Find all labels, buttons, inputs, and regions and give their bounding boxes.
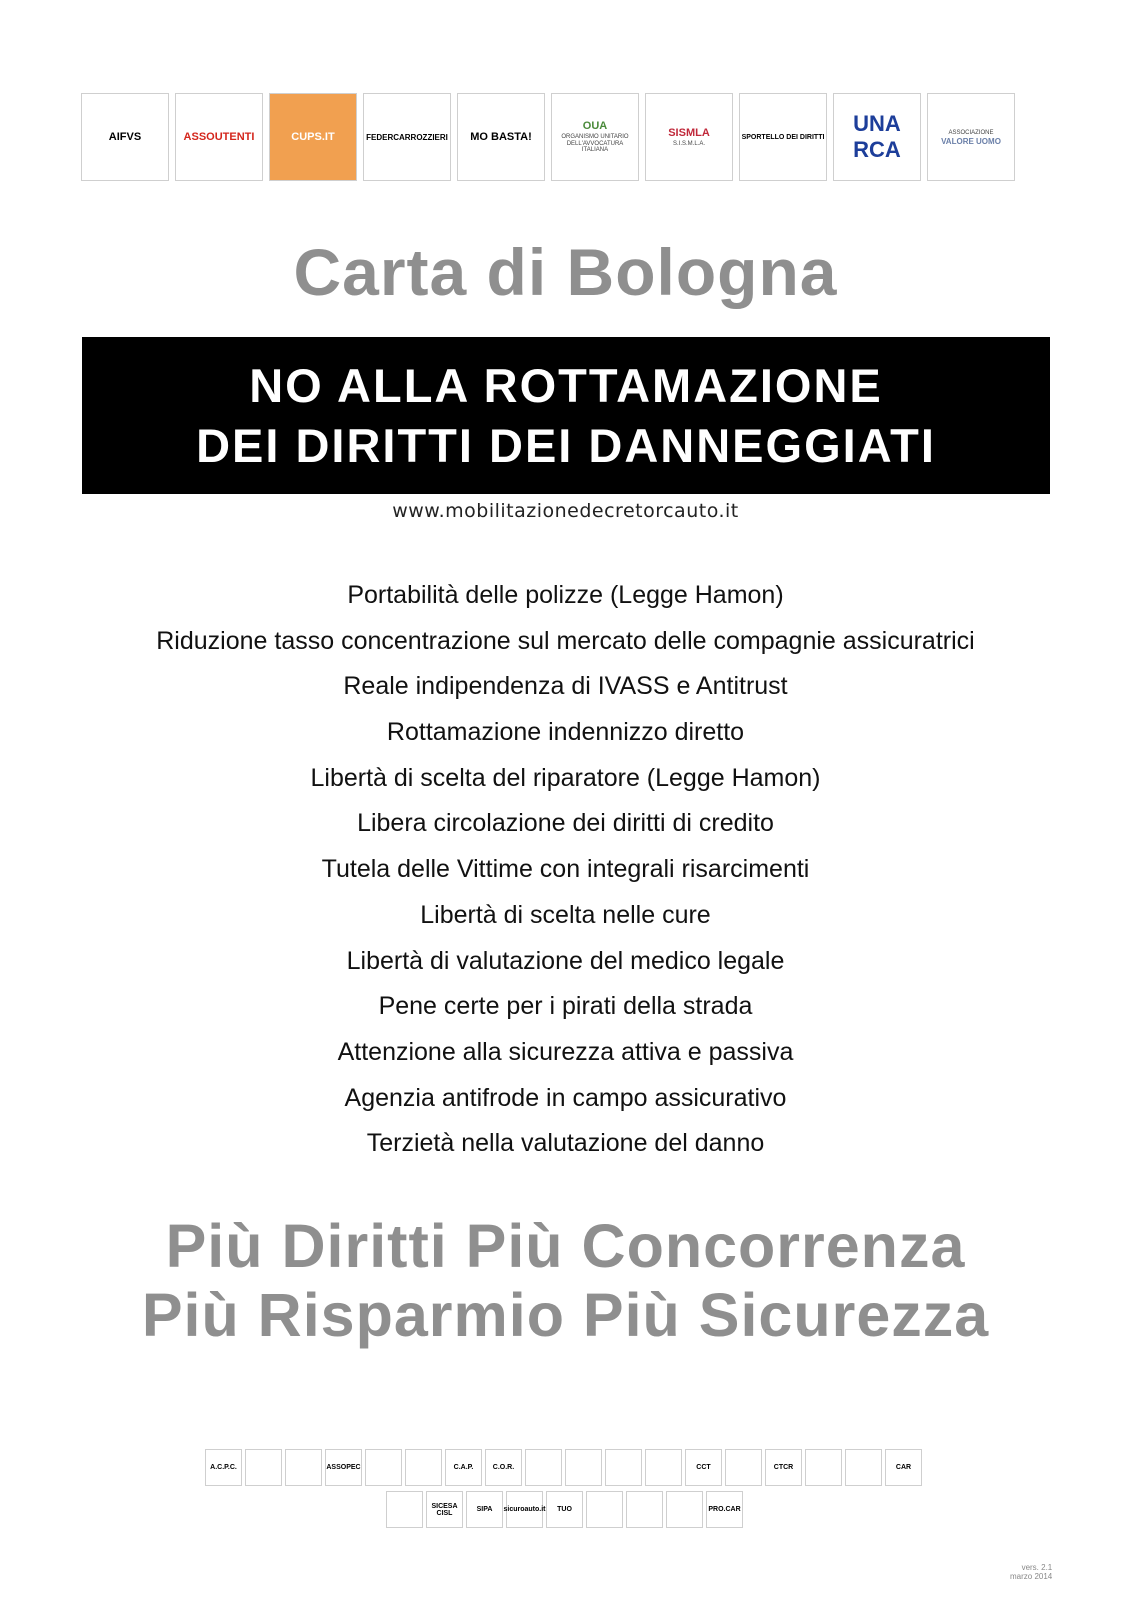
logo-subtext: S.I.S.M.L.A. [672,140,705,147]
list-item: Tutela delle Vittime con integrali risarcimenti [321,855,810,884]
sponsor-logo [626,1491,663,1528]
logo-sismla [645,93,733,181]
version-note [1010,1563,1052,1581]
list-item: Portabilità delle polizze (Legge Hamon) [347,581,784,609]
list-item: Reale indipendenza di IVASS e Antitrust [343,672,788,701]
list-item: Rottamazione indennizzo diretto [386,718,745,747]
sponsor-logo: CAR [885,1449,922,1486]
logo-una-rca [833,93,921,181]
logo-cups [269,93,357,181]
logo-text: VALORE UOMO [941,136,1001,146]
sponsor-logo: C.A.P. [445,1449,482,1486]
list-item: Agenzia antifrode in campo assicurativo [344,1083,787,1112]
logo-subtext: ORGANISMO UNITARIO DELL'AVVOCATURA ITALIANA [561,134,629,154]
logo-text: MO BASTA! [470,131,532,143]
list-item: Libertà di valutazione del medico legale [346,946,785,975]
logo-assoutenti [175,93,263,181]
logo-text: CUPS.IT [291,131,335,143]
sponsor-logo: TUO [546,1491,583,1528]
demands-list [0,578,1131,1172]
sponsor-logo [645,1449,682,1486]
sponsor-logo [845,1449,882,1486]
logo-oua [551,93,639,181]
sponsor-logo: PRO.CAR [706,1491,743,1528]
sponsor-logo [666,1491,703,1528]
sponsor-logo [525,1449,562,1486]
sponsor-logo [565,1449,602,1486]
logo-text: OUA [582,120,608,133]
sponsor-logo: SICESA CISL [426,1491,463,1528]
sponsor-logo [386,1491,423,1528]
list-item: Libertà di scelta nelle cure [420,900,711,929]
logo-sportello-dei-diritti [739,93,827,181]
list-item: Pene certe per i pirati della strada [378,992,753,1021]
sponsor-logo [725,1449,762,1486]
sponsor-logo: CTCR [765,1449,802,1486]
logo-text: ASSOUTENTI [183,131,255,143]
list-item: Attenzione alla sicurezza attiva e passiva [337,1037,794,1066]
website-url: www.mobilitazionedecretorcauto.it [392,500,739,522]
logo-text: SISMLA [668,126,710,139]
partner-logos [81,93,1015,181]
sponsor-logo [245,1449,282,1486]
logo-text: UNA RCA [853,111,901,162]
sponsor-logo [285,1449,322,1486]
slogan-line-1: Più Diritti Più Concorrenza [165,1212,966,1280]
sponsor-logo [365,1449,402,1486]
version-number: vers. 2.1 [1021,1563,1053,1572]
logo-text: FEDERCARROZZIERI [366,132,448,142]
logo-text: SPORTELLO DEI DIRITTI [741,133,825,141]
logo-valore-uomo [927,93,1015,181]
sponsor-logo [405,1449,442,1486]
sponsor-logo: ASSOPEC [325,1449,362,1486]
logo-mobasta [457,93,545,181]
list-item: Terzietà nella valutazione del danno [366,1129,765,1158]
sponsor-logo: CCT [685,1449,722,1486]
version-date: marzo 2014 [1010,1572,1053,1581]
sponsor-logo: sicuroauto.it [506,1491,543,1528]
list-item: Libertà di scelta del riparatore (Legge Hamon) [310,763,821,792]
slogan-line-2: Più Risparmio Più Sicurezza [141,1281,990,1349]
page-title: Carta di Bologna [293,235,838,309]
sponsor-logo: A.C.P.C. [205,1449,242,1486]
logo-text: AIFVS [108,131,142,143]
list-item: Libera circolazione dei diritti di credito [357,809,774,838]
sponsor-logos-row-1 [205,1449,922,1486]
logo-aifvs [81,93,169,181]
logo-subtext: ASSOCIAZIONE [948,130,994,137]
sponsor-logo: SIPA [466,1491,503,1528]
sponsor-logo [605,1449,642,1486]
sponsor-logo: C.O.R. [485,1449,522,1486]
sponsor-logos-row-2 [386,1491,743,1528]
list-item: Riduzione tasso concentrazione sul mercato delle compagnie assicuratrici [156,626,975,655]
headline-banner [82,337,1050,494]
banner-line-2: DEI DIRITTI DEI DANNEGGIATI [196,418,936,472]
logo-federcarrozzieri [363,93,451,181]
sponsor-logo [805,1449,842,1486]
sponsor-logo [586,1491,623,1528]
banner-line-1: NO ALLA ROTTAMAZIONE [249,358,883,412]
